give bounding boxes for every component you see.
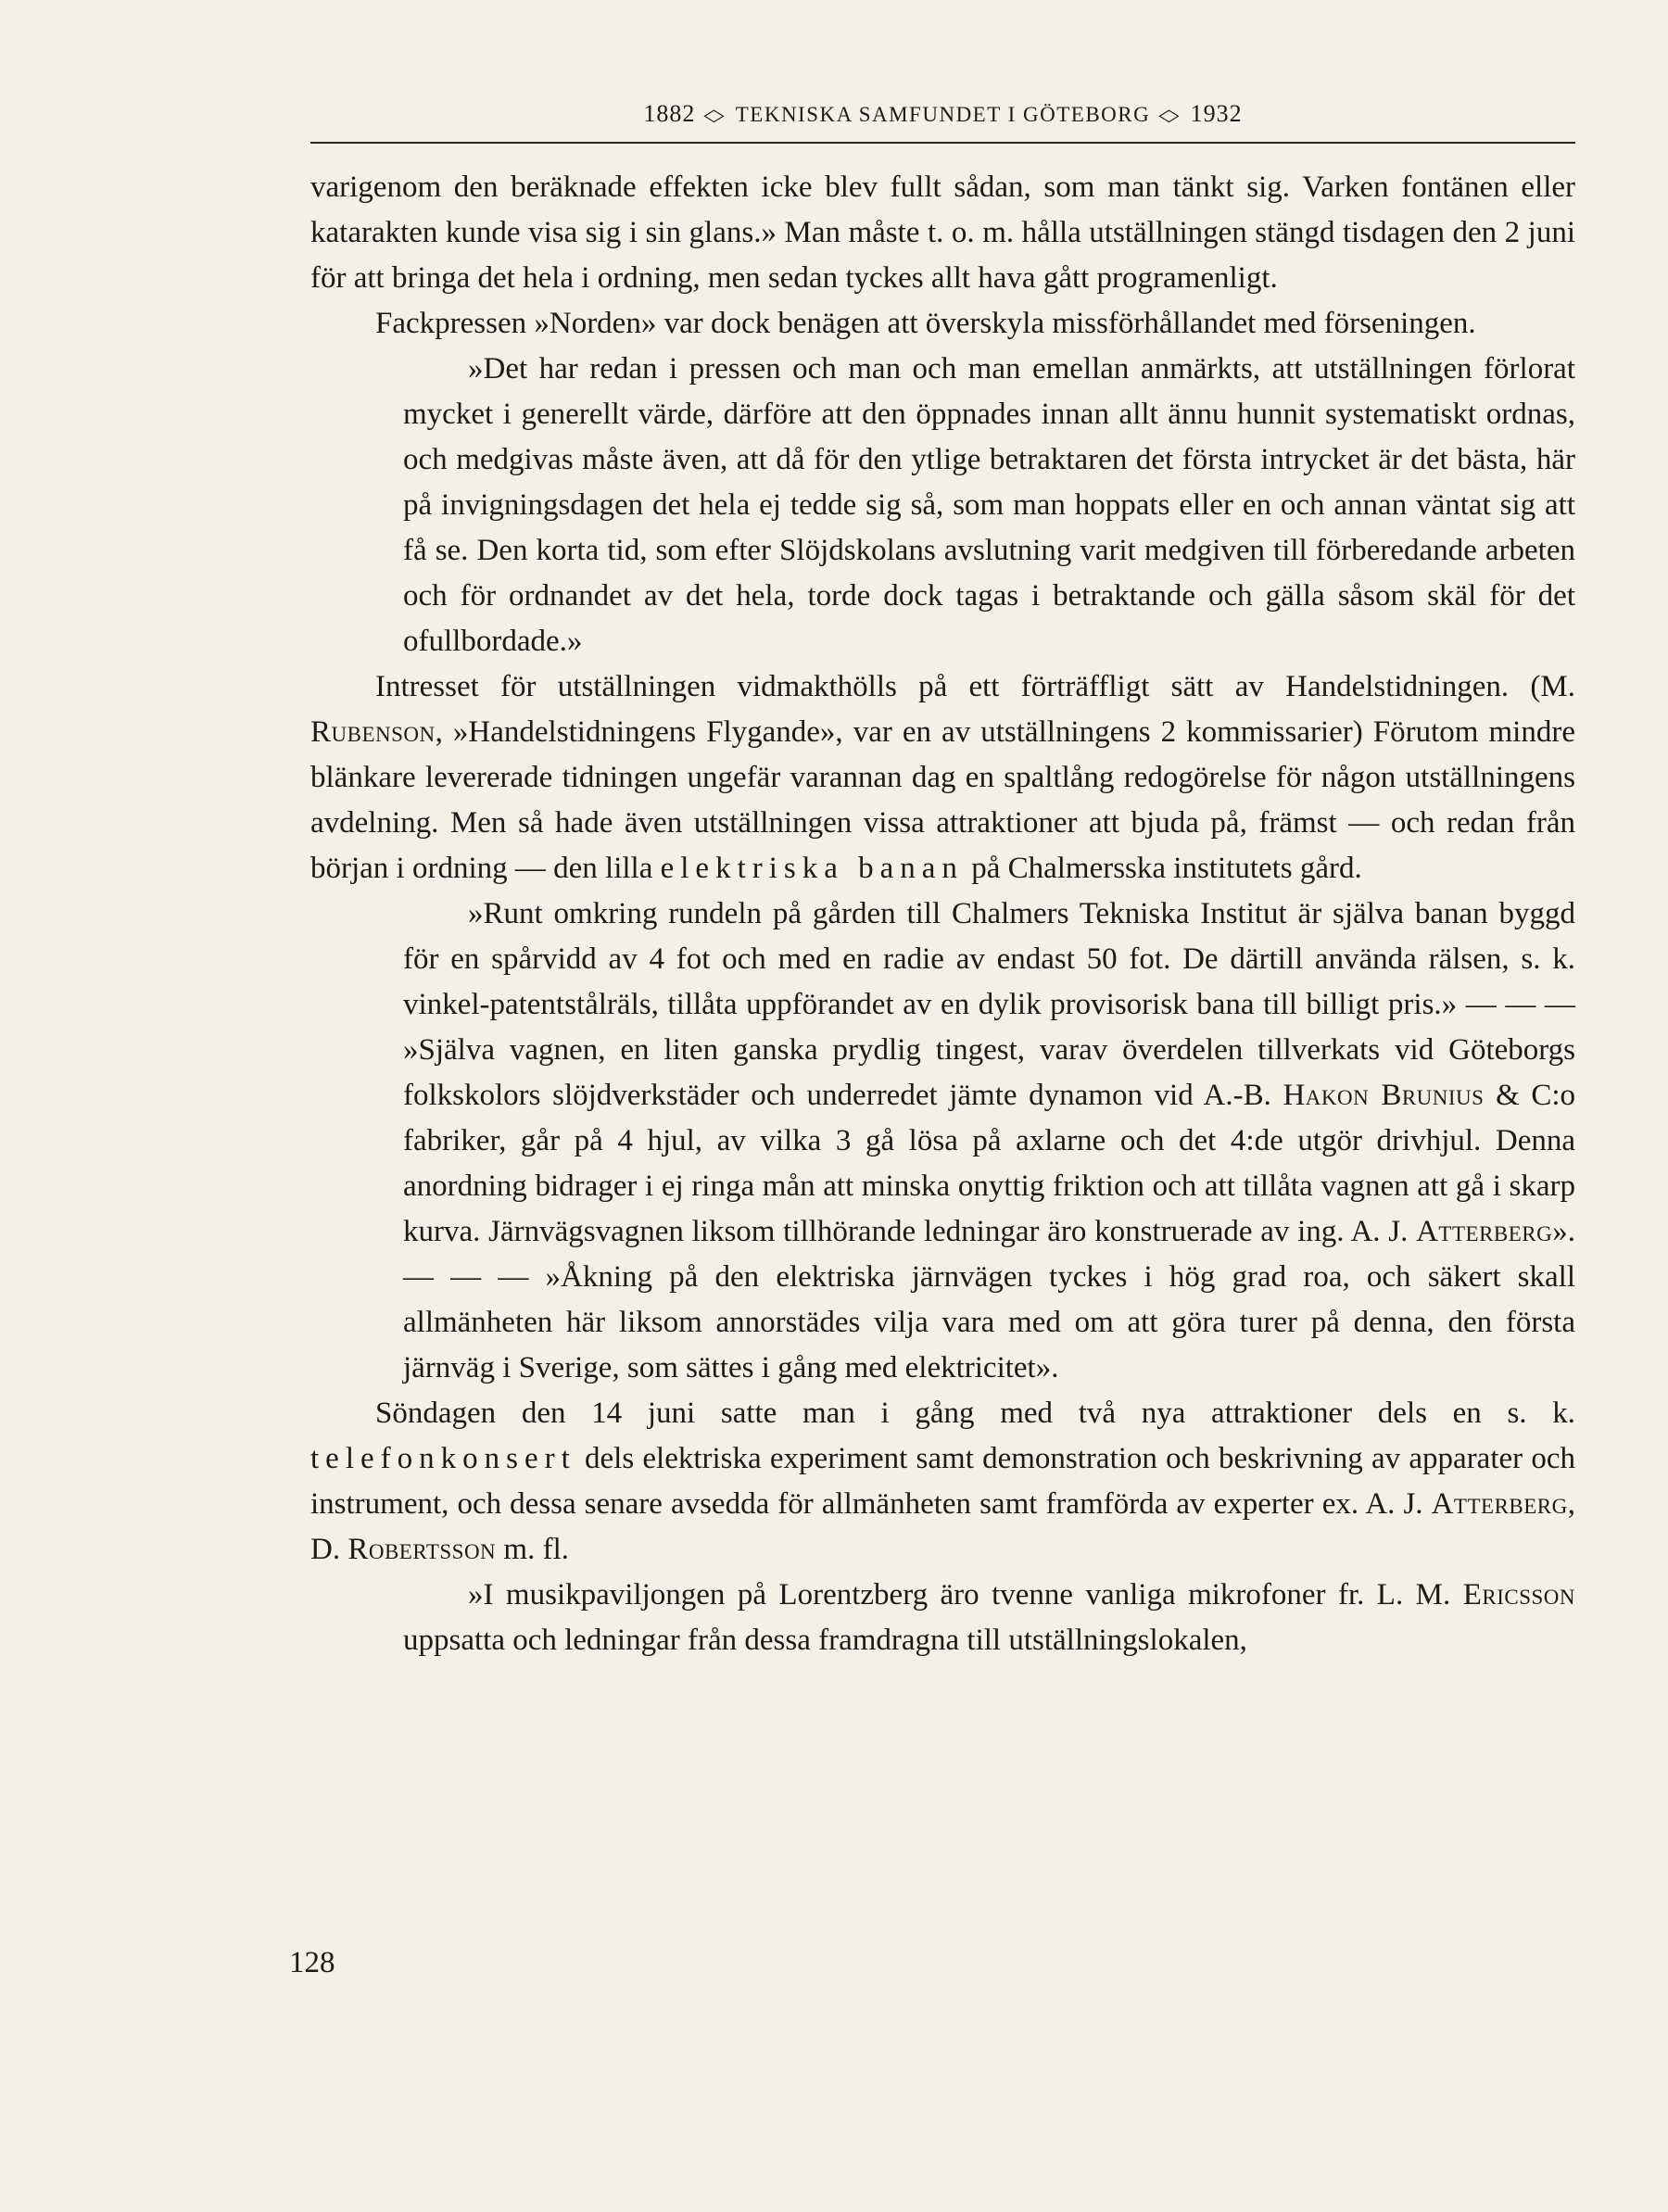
paragraph-4-text-a: Söndagen den 14 juni satte man i gång med två nya attraktioner dels en s. k. [375, 1397, 1575, 1430]
paragraph-3-text-b: , »Handelstidningens Flygande», var en av utställningens 2 kommissarier) Förutom mindre blänkare levererade tidningen ungefär varannan dag en spaltlång redogörelse för någon utställningens avdelning. Men så hade även utställningen vissa attraktioner att bjuda på, främst — och redan från början i ordning — den lilla [310, 715, 1575, 885]
person-name: Atterberg [1416, 1215, 1553, 1248]
header-rule [310, 142, 1575, 144]
spaced-emphasis: telefonkonsert [310, 1442, 576, 1475]
paragraph-4-text-d: m. fl. [503, 1533, 569, 1566]
person-name: Rubenson [310, 715, 436, 749]
paragraph-4-text-c: , D. [310, 1487, 1576, 1566]
header-ornament-icon: ◇ [1158, 106, 1182, 124]
paragraph-4 [310, 1391, 1575, 1573]
quotation-2-text-a: »Runt omkring rundeln på gården till Chalmers Tekniska Institut är själva banan byggd för en spårvidd av 4 fot och med en radie av endast 50 fot. De därtill använda rälsen, s. k. vinkel-patentstålräls, tillåta uppförandet av en dylik provisorisk bana till billigt pris.» — — — »Själva vagnen, en liten ganska prydlig tingest, varav överdelen tillverkats vid Göteborgs folkskolors slöjdverkstäder och underredet jämte dynamon vid A.-B. [403, 897, 1575, 1112]
quotation-3 [403, 1573, 1575, 1663]
running-header [310, 100, 1575, 129]
quotation-2 [403, 891, 1575, 1391]
person-name: Robertsson [348, 1533, 497, 1566]
person-name: Atterberg [1431, 1487, 1568, 1521]
paragraph-1: varigenom den beräknade effekten icke blev fullt sådan, som man tänkt sig. Varken fontänen eller katarakten kunde visa sig i sin glans.» Man måste t. o. m. hålla utställningen stängd tisdagen den 2 juni för att bringa det hela i ordning, men sedan tyckes allt hava gått programenligt. [310, 171, 1575, 295]
paragraph-3 [310, 664, 1575, 891]
page-number: 128 [289, 1946, 335, 1979]
spaced-emphasis: elektriska banan [660, 852, 964, 885]
paragraph-4-text-b: dels elektriska experiment samt demonstration och beskrivning av apparater och instrument, och dessa senare avsedda för allmänheten samt framförda av experter ex. A. J. [310, 1442, 1576, 1521]
quotation-1: »Det har redan i pressen och man och man emellan anmärkts, att utställningen förlorat mycket i generellt värde, därföre att den öppnades innan allt ännu hunnit systematiskt ordnas, och medgivas måste även, att då för den ytlige betraktaren det första intrycket är det bästa, här på invigningsdagen det hela ej tedde sig så, som man hoppats eller en och annan väntat sig att få se. Den korta tid, som efter Slöjdskolans avslutning varit medgiven till förberedande arbeten och för ordnandet av det hela, torde dock tagas i betraktande och gälla såsom skäl för det ofullbordade.» [403, 352, 1575, 658]
quotation-3-text-a: »I musikpaviljongen på Lorentzberg äro tvenne vanliga mikrofoner fr. L. M. [468, 1578, 1451, 1612]
quotation-3-text-b: uppsatta och ledningar från dessa framdragna till utställningslokalen, [403, 1624, 1247, 1657]
body-text [310, 165, 1575, 1663]
person-name: Ericsson [1462, 1578, 1576, 1612]
person-name: Hakon Brunius [1283, 1079, 1485, 1112]
paragraph-3-text-a: Intresset för utställningen vidmakthölls på ett förträffligt sätt av Handelstidningen. (M. [375, 670, 1575, 703]
header-year-start: 1882 [643, 100, 696, 127]
header-ornament-icon: ◇ [703, 106, 727, 124]
quotation-2-text-c: ». — — — »Åkning på den elektriska järnvägen tyckes i hög grad roa, och säkert skall allmänheten här liksom annorstädes vilja vara med om att göra turer på denna, den första järnväg i Sverige, som sättes i gång med elektricitet». [403, 1215, 1576, 1384]
paragraph-3-text-c: på Chalmersska institutets gård. [971, 852, 1362, 885]
header-year-end: 1932 [1190, 100, 1243, 127]
header-title: TEKNISKA SAMFUNDET I GÖTEBORG [735, 103, 1151, 126]
paragraph-2: Fackpressen »Norden» var dock benägen att överskyla missförhållandet med förseningen. [375, 307, 1476, 340]
quotation-2-text-b: & C:o fabriker, går på 4 hjul, av vilka 3 gå lösa på axlarne och det 4:de utgör drivhjul. Denna anordning bidrager i ej ringa mån att minska onyttig friktion och att tillåta vagnen att gå i skarp kurva. Järnvägsvagnen liksom tillhörande ledningar äro konstruerade av ing. A. J. [403, 1079, 1576, 1248]
